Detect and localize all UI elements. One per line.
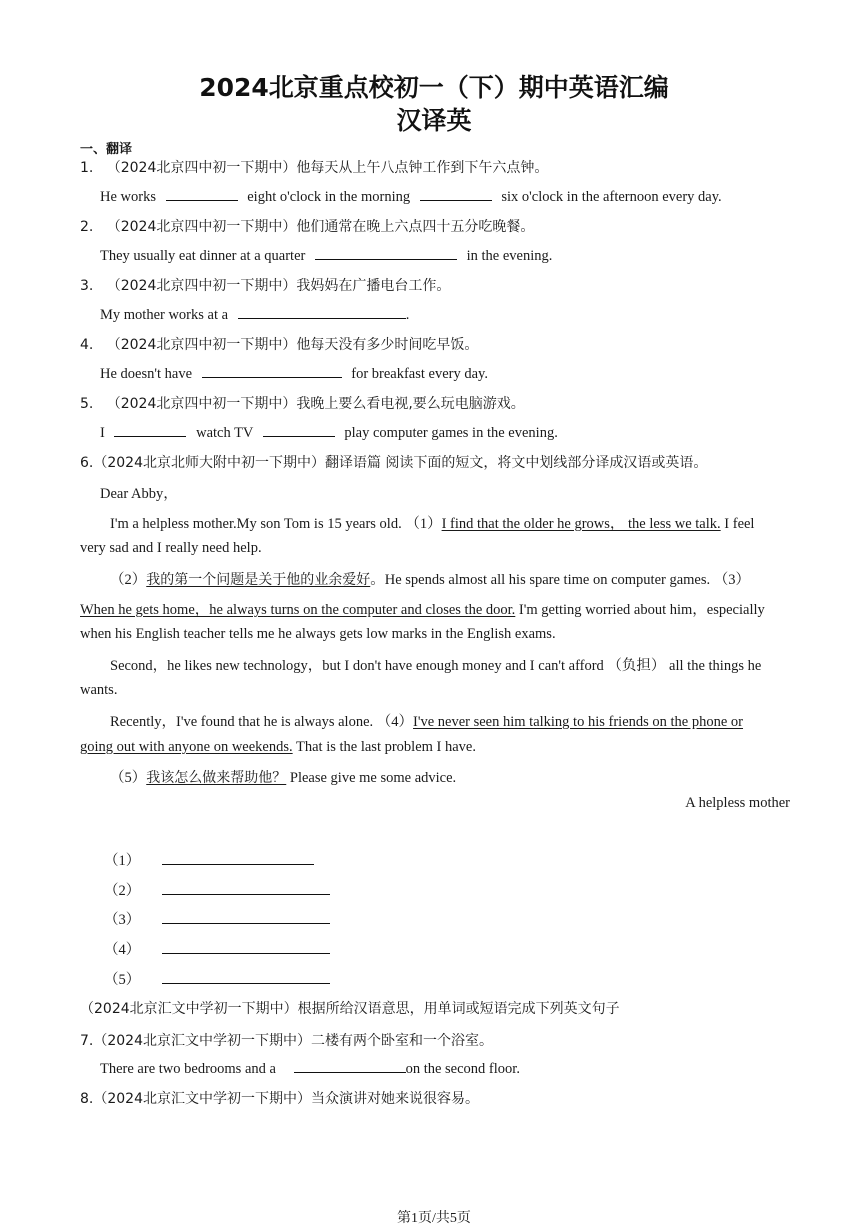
answer-line-2 <box>104 879 336 900</box>
underlined-text-4: I've never seen him talking to his friends on the phone or <box>413 714 744 730</box>
answer-blank[interactable] <box>166 187 238 201</box>
sentence-text: They usually eat dinner at a quarter <box>100 248 306 264</box>
sentence-text: I <box>100 425 105 441</box>
answer-blank[interactable] <box>202 364 342 378</box>
passage-text: （2） <box>110 572 147 588</box>
sentence-text: My mother works at a <box>100 307 229 323</box>
answer-line-3 <box>104 908 336 929</box>
page-title: 2024北京重点校初一（下）期中英语汇编 <box>199 73 669 102</box>
sentence-text: six o'clock in the afternoon every day. <box>501 189 722 205</box>
passage-text: That is the last problem I have. <box>292 739 476 755</box>
passage-text: I'm getting worried about him，especially <box>515 602 765 618</box>
sentence-text: . <box>405 307 410 323</box>
answer-blank[interactable] <box>238 305 406 319</box>
passage-text: Please give me some advice. <box>286 770 457 786</box>
underlined-text-3: When he gets home，he always turns on the computer and closes the door. <box>80 602 516 618</box>
question-6-prompt: 6.（2024北京北师大附中初一下期中）翻译语篇 阅读下面的短文，将文中划线部分译成汉语或英语。 <box>80 455 708 471</box>
passage-line <box>80 739 476 756</box>
passage-text: 。He spends almost all his spare time on computer games. （3） <box>370 572 750 588</box>
question-5-prompt <box>80 393 525 413</box>
answer-label: （2） <box>104 883 141 899</box>
answer-label: （4） <box>104 942 141 958</box>
question-1-sentence <box>100 187 722 206</box>
answer-label: （3） <box>104 912 141 928</box>
section-heading: 一、翻译 <box>80 142 133 157</box>
passage-line <box>110 512 754 533</box>
answer-line-4 <box>104 938 336 959</box>
question-2-sentence <box>100 246 552 265</box>
question-7-sentence <box>100 1059 520 1078</box>
sentence-text: He works <box>100 189 156 205</box>
page-footer: 第1页/共5页 <box>397 1211 471 1226</box>
question-3-sentence <box>100 305 409 324</box>
sentence-text: eight o'clock in the morning <box>247 189 411 205</box>
question-4-sentence <box>100 364 488 383</box>
passage-line: very sad and I really need help. <box>80 540 262 556</box>
answer-line-5 <box>104 968 336 989</box>
answer-label: （5） <box>104 972 141 988</box>
question-3-prompt <box>80 275 450 295</box>
passage-line <box>80 598 765 619</box>
sentence-text: There are two bedrooms and a <box>100 1061 276 1077</box>
answer-blank[interactable] <box>162 910 330 924</box>
question-source: （2024北京四中初一下期中）他每天没有多少时间吃早饭。 <box>106 337 479 353</box>
answer-blank[interactable] <box>114 423 186 437</box>
sentence-text: on the second floor. <box>405 1061 520 1077</box>
letter-greeting: Dear Abby， <box>100 486 178 502</box>
answer-blank[interactable] <box>162 940 330 954</box>
underlined-text-1: I find that the older he grows， the less we talk. <box>441 516 721 532</box>
sentence-text: watch TV <box>196 425 254 441</box>
passage-text: I feel <box>720 516 755 532</box>
answer-label: （1） <box>104 853 141 869</box>
letter-signature: A helpless mother <box>685 795 790 811</box>
answer-blank[interactable] <box>263 423 335 437</box>
question-source: （2024北京四中初一下期中）我妈妈在广播电台工作。 <box>106 278 451 294</box>
passage-line: when his English teacher tells me he always gets low marks in the English exams. <box>80 626 556 642</box>
answer-blank[interactable] <box>294 1059 406 1073</box>
answer-line-1 <box>104 849 320 870</box>
question-number: 4. <box>80 337 94 353</box>
passage-line <box>110 568 750 589</box>
sentence-text: in the evening. <box>466 248 553 264</box>
question-number: 5. <box>80 396 94 412</box>
question-number: 3. <box>80 278 94 294</box>
question-2-prompt <box>80 216 534 236</box>
passage-line <box>110 710 743 731</box>
question-1-prompt <box>80 157 548 177</box>
question-source: （2024北京四中初一下期中）他每天从上午八点钟工作到下午六点钟。 <box>106 160 549 176</box>
passage-line: wants. <box>80 682 118 698</box>
answer-blank[interactable] <box>162 851 314 865</box>
passage-line: Second，he likes new technology，but I don't have enough money and I can't afford （负担） all the things he <box>110 658 762 674</box>
answer-blank[interactable] <box>162 970 330 984</box>
question-source: （2024北京四中初一下期中）他们通常在晚上六点四十五分吃晚餐。 <box>106 219 535 235</box>
question-source: （2024北京四中初一下期中）我晚上要么看电视,要么玩电脑游戏。 <box>106 396 525 412</box>
underlined-text-4b: going out with anyone on weekends. <box>80 739 293 755</box>
answer-blank[interactable] <box>315 246 457 260</box>
question-7-prompt: 7.（2024北京汇文中学初一下期中）二楼有两个卧室和一个浴室。 <box>80 1033 493 1049</box>
sentence-text: He doesn't have <box>100 366 192 382</box>
question-5-sentence <box>100 423 558 442</box>
underlined-text-5: 我该怎么做来帮助他？ <box>146 770 287 786</box>
passage-line <box>110 766 456 787</box>
sentence-text: for breakfast every day. <box>351 366 488 382</box>
question-4-prompt <box>80 334 478 354</box>
question-number: 2. <box>80 219 94 235</box>
answer-blank[interactable] <box>162 881 330 895</box>
passage-text: （5） <box>110 770 147 786</box>
question-8-prompt: 8.（2024北京汇文中学初一下期中）当众演讲对她来说很容易。 <box>80 1091 479 1107</box>
page-subtitle: 汉译英 <box>396 106 472 135</box>
passage-text: Recently，I've found that he is always alone. （4） <box>110 714 414 730</box>
underlined-text-2: 我的第一个问题是关于他的业余爱好 <box>146 572 371 588</box>
sentence-text: play computer games in the evening. <box>344 425 558 441</box>
question-number: 1. <box>80 160 94 176</box>
passage-text: I'm a helpless mother.My son Tom is 15 years old. （1） <box>110 516 442 532</box>
answer-blank[interactable] <box>420 187 492 201</box>
section-instruction: （2024北京汇文中学初一下期中）根据所给汉语意思，用单词或短语完成下列英文句子 <box>80 1001 620 1017</box>
